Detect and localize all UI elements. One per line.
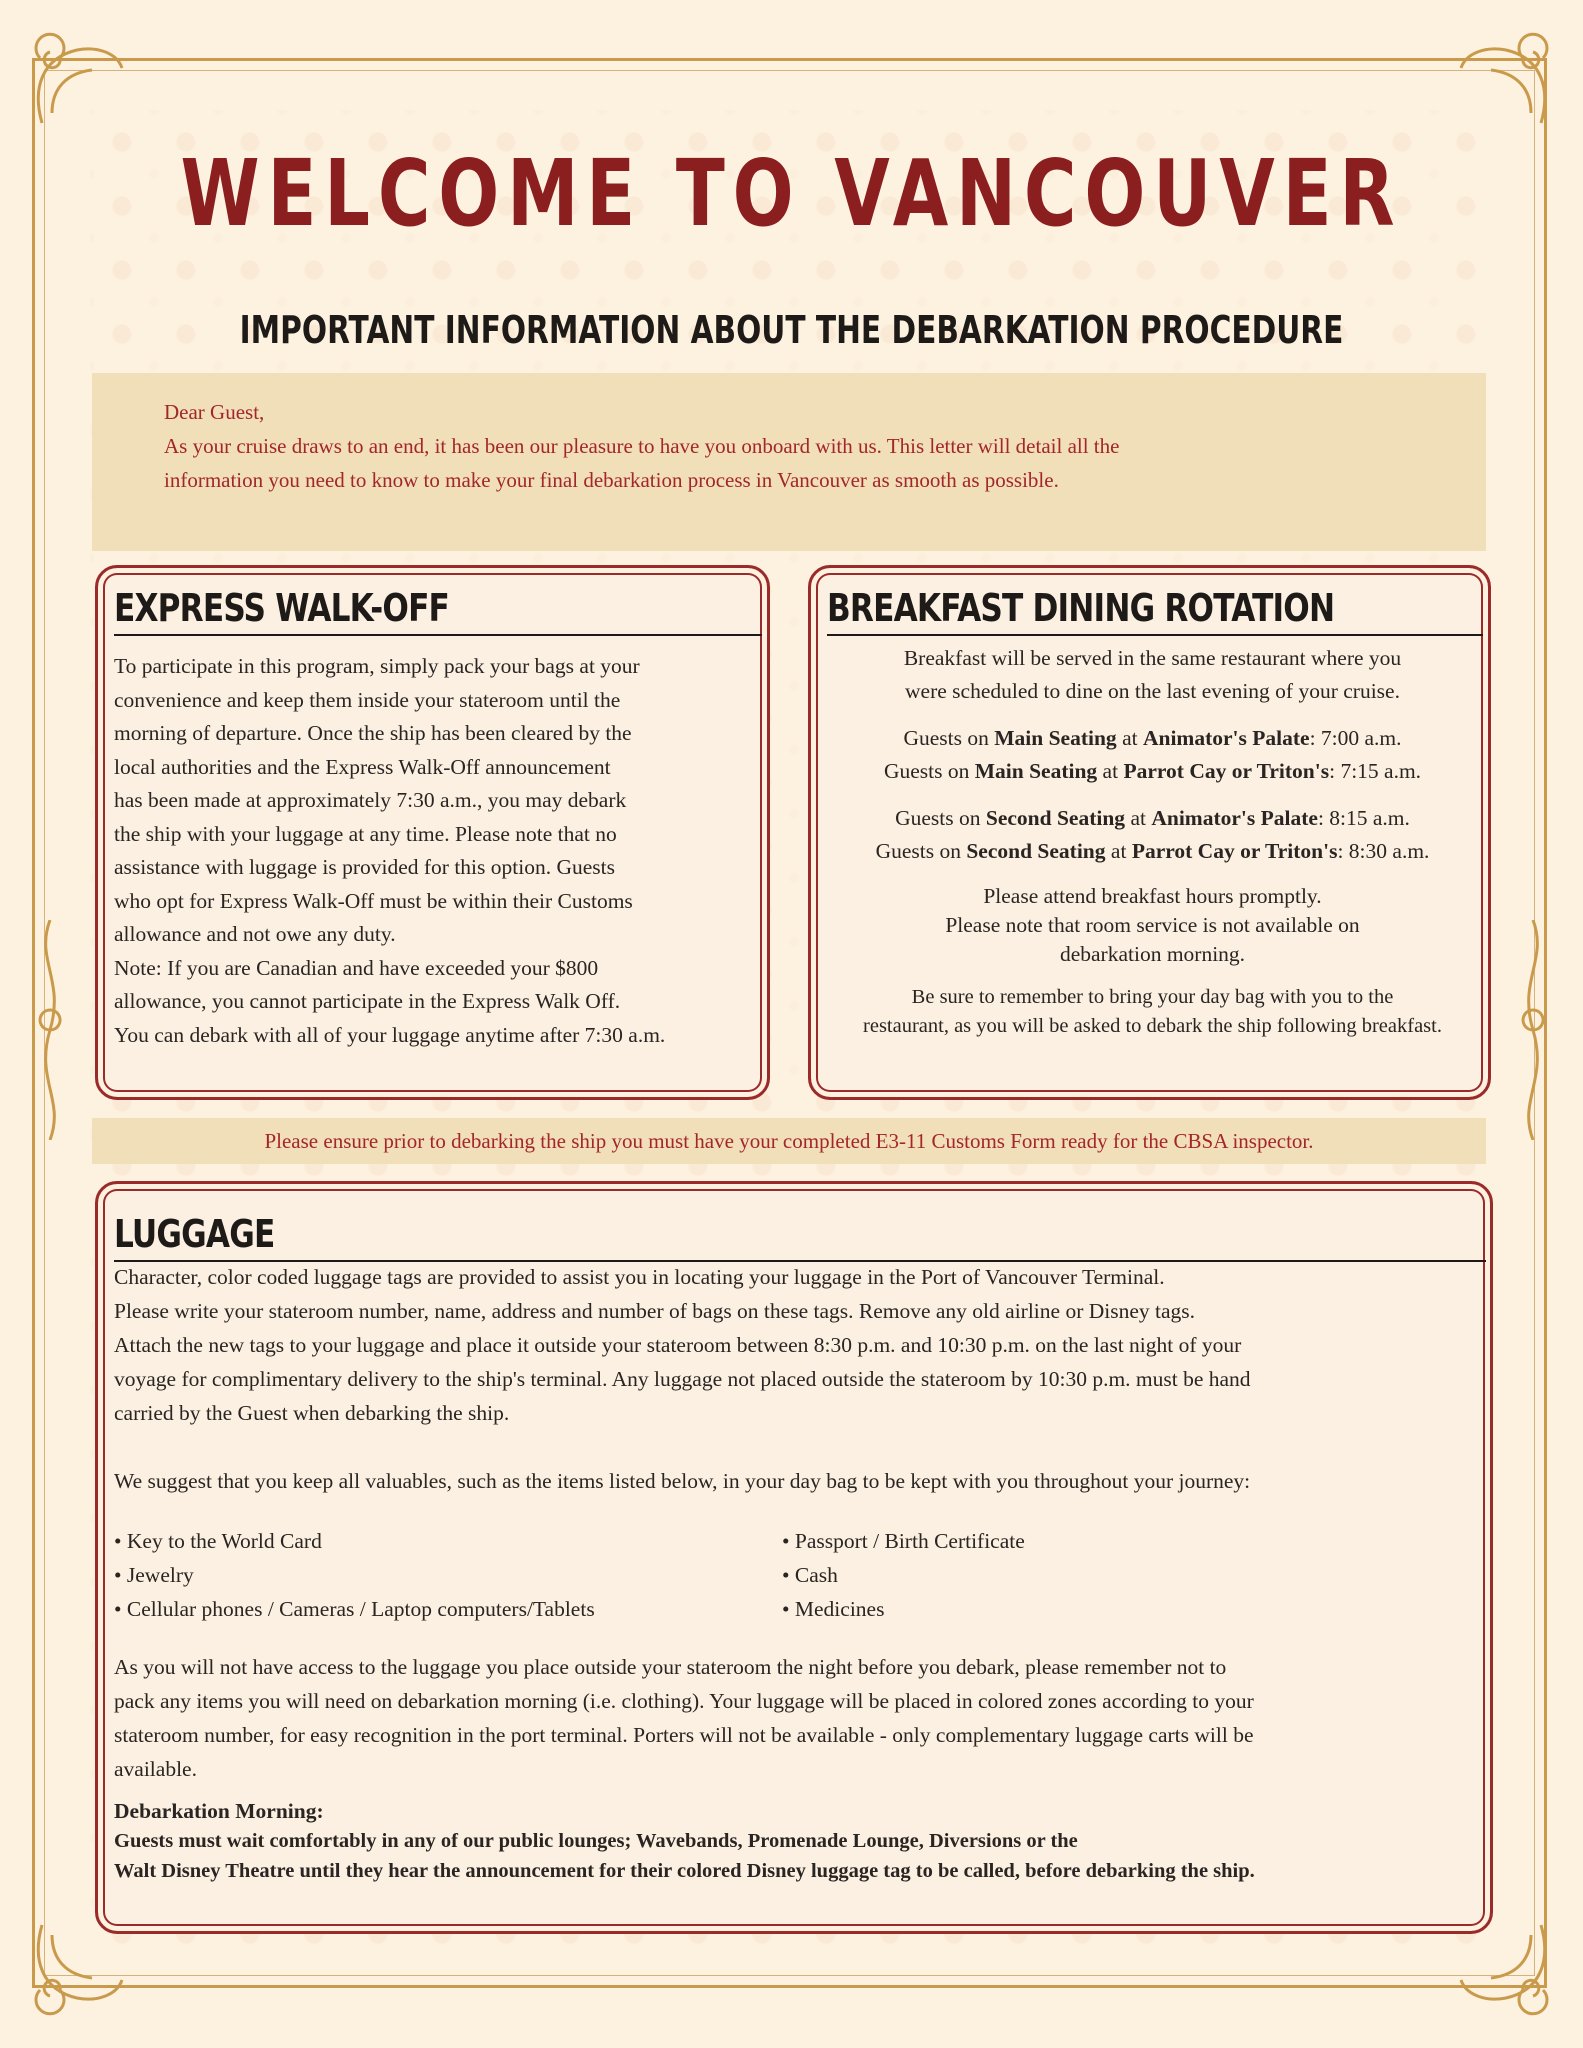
express-walkoff-panel [95, 565, 770, 1100]
debarkation-morning-text: Walt Disney Theatre until they hear the announcement for their colored Disney luggage tag to be called, before debarking the ship. [114, 1860, 1255, 1882]
intro-greeting: Dear Guest, [164, 400, 265, 424]
text-line: has been made at approximately 7:30 a.m., you may debark [114, 788, 627, 812]
text-line: Please attend breakfast hours promptly. [983, 884, 1322, 908]
seating-row: Guests on Main Seating at Parrot Cay or Triton's: 7:15 a.m. [883, 759, 1422, 783]
breakfast-rotation-panel [808, 565, 1491, 1100]
text-line: available. [114, 1757, 197, 1781]
text-line: As you will not have access to the luggage you place outside your stateroom the night before you debark, please remember not to [114, 1655, 1227, 1679]
page-title: WELCOME TO VANCOUVER [180, 140, 1403, 247]
text-line: pack any items you will need on debarkation morning (i.e. clothing). Your luggage will be placed in colored zones according to your [114, 1689, 1254, 1713]
text-line: local authorities and the Express Walk-Off announcement [114, 754, 611, 779]
seating-row: Guests on Second Seating at Animator's Palate: 8:15 a.m. [895, 806, 1410, 830]
luggage-panel [95, 1181, 1493, 1934]
text-line: who opt for Express Walk-Off must be within their Customs [114, 888, 633, 913]
list-item: • Key to the World Card [114, 1529, 322, 1553]
text-line: carried by the Guest when debarking the ship. [114, 1401, 510, 1425]
text-line: the ship with your luggage at any time. Please note that no [114, 821, 617, 846]
text-line: Note: If you are Canadian and have exceeded your $800 [114, 955, 599, 980]
breakfast-rotation-heading: BREAKFAST DINING ROTATION [827, 586, 1335, 630]
text-line: You can debark with all of your luggage anytime after 7:30 a.m. [114, 1022, 666, 1047]
customs-notice: Please ensure prior to debarking the ship you must have your completed E3-11 Customs Form ready for the CBSA inspector. [92, 1118, 1486, 1164]
side-flourish-icon [30, 920, 70, 1140]
page-subtitle: IMPORTANT INFORMATION ABOUT THE DEBARKATION PROCEDURE [239, 308, 1344, 352]
text-line: stateroom number, for easy recognition in the port terminal. Porters will not be available - only complementary luggage carts will be [114, 1723, 1254, 1747]
corner-flourish-icon [1451, 28, 1561, 138]
luggage-access-paragraph [114, 1650, 1484, 1786]
text-line: Please write your stateroom number, name, address and number of bags on these tags. Remove any old airline or Disney tags. [114, 1299, 1196, 1323]
heading-rule [114, 634, 762, 636]
text-line: debarkation morning. [1059, 942, 1246, 966]
valuables-column-right [782, 1524, 1025, 1626]
valuables-suggestion: We suggest that you keep all valuables, such as the items listed below, in your day bag to be kept with you throughout your journey: [114, 1469, 1251, 1493]
text-line: were scheduled to dine on the last evening of your cruise. [905, 679, 1400, 703]
intro-line: information you need to know to make your final debarkation process in Vancouver as smooth as possible. [164, 468, 1059, 492]
text-line: allowance and not owe any duty. [114, 922, 396, 946]
intro-letter [92, 373, 1486, 551]
express-walkoff-text [114, 650, 764, 1052]
list-item: • Cash [782, 1563, 838, 1587]
text-line: voyage for complimentary delivery to the ship's terminal. Any luggage not placed outside the stateroom by 10:30 p.m. must be hand [114, 1367, 1251, 1391]
text-line: Attach the new tags to your luggage and place it outside your stateroom between 8:30 p.m. and 10:30 p.m. on the last night of your [114, 1333, 1242, 1357]
seating-row: Guests on Main Seating at Animator's Palate: 7:00 a.m. [903, 726, 1402, 750]
main-seating-times [821, 722, 1484, 788]
list-item: • Passport / Birth Certificate [782, 1529, 1025, 1553]
day-bag-note [821, 983, 1484, 1041]
express-walkoff-heading: EXPRESS WALK-OFF [114, 586, 450, 630]
luggage-tags-paragraph [114, 1260, 1484, 1430]
text-line: morning of departure. Once the ship has been cleared by the [114, 721, 632, 745]
text-line: Please note that room service is not available on [945, 913, 1360, 937]
intro-line: As your cruise draws to an end, it has been our pleasure to have you onboard with us. This letter will detail all the [164, 434, 1120, 458]
text-line: Breakfast will be served in the same restaurant where you [903, 646, 1402, 670]
breakfast-intro [821, 642, 1484, 708]
seating-row: Guests on Second Seating at Parrot Cay or Triton's: 8:30 a.m. [875, 839, 1430, 863]
valuables-column-left [114, 1524, 595, 1626]
luggage-text [114, 1260, 1484, 1886]
side-flourish-icon [1513, 920, 1553, 1140]
breakfast-notes [821, 882, 1484, 969]
list-item: • Jewelry [114, 1563, 194, 1587]
corner-flourish-icon [22, 28, 132, 138]
list-item: • Medicines [782, 1597, 885, 1621]
debarkation-morning-heading: Debarkation Morning: [114, 1799, 324, 1823]
text-line: Character, color coded luggage tags are provided to assist you in locating your luggage in the Port of Vancouver Terminal. [114, 1265, 1165, 1289]
debarkation-morning-text: Guests must wait comfortably in any of our public lounges; Wavebands, Promenade Lounge, Diversions or the [114, 1830, 1078, 1852]
list-item: • Cellular phones / Cameras / Laptop computers/Tablets [114, 1597, 595, 1621]
text-line: To participate in this program, simply pack your bags at your [114, 654, 640, 678]
text-line: convenience and keep them inside your stateroom until the [114, 687, 621, 712]
text-line: allowance, you cannot participate in the Express Walk Off. [114, 989, 621, 1013]
breakfast-rotation-text [821, 642, 1484, 1055]
valuables-list [114, 1524, 1484, 1634]
heading-rule [827, 634, 1483, 636]
text-line: restaurant, as you will be asked to debark the ship following breakfast. [863, 1015, 1442, 1037]
second-seating-times [821, 802, 1484, 868]
text-line: Be sure to remember to bring your day bag with you to the [911, 986, 1394, 1008]
luggage-heading: LUGGAGE [114, 1212, 275, 1256]
text-line: assistance with luggage is provided for this option. Guests [114, 855, 615, 879]
